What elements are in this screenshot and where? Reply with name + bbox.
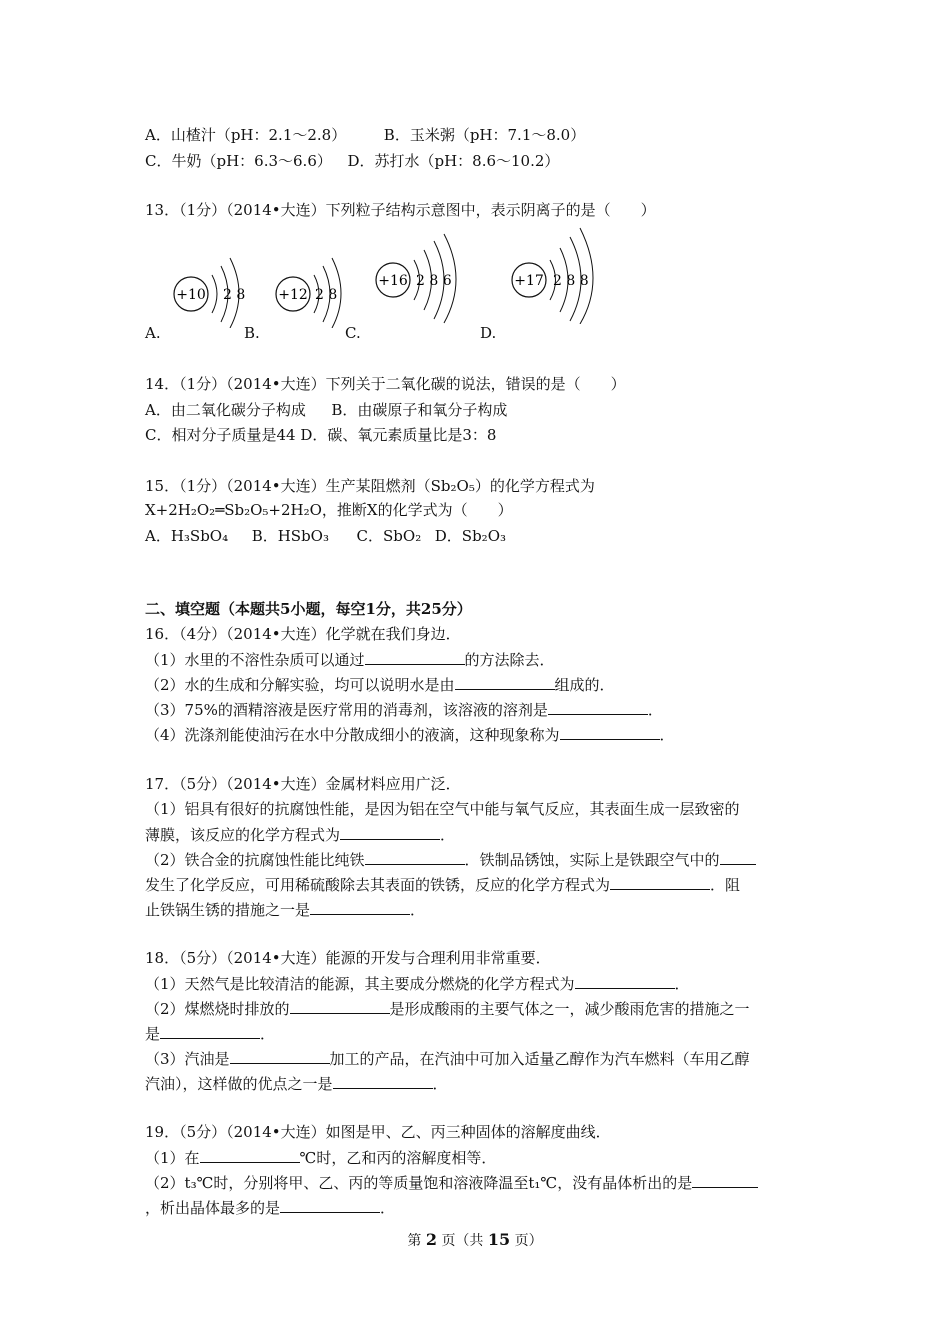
atom-d-nucleus: +17 bbox=[514, 273, 544, 289]
q19-part1-text: （1）在 bbox=[145, 1149, 200, 1167]
q17-part2-line3-tail: ． bbox=[410, 901, 426, 919]
q19-blank-3[interactable] bbox=[280, 1197, 380, 1213]
q17-part2-line2-text: 发生了化学反应，可用稀硫酸除去其表面的铁锈，反应的化学方程式为 bbox=[145, 876, 611, 894]
atom-diagram-b bbox=[272, 248, 352, 328]
q14-stem: 14．（1分）（2014•大连）下列关于二氧化碳的说法，错误的是（ ） bbox=[145, 375, 626, 393]
q19-part1-tail: ℃时，乙和丙的溶解度相等． bbox=[299, 1149, 497, 1167]
q13-stem: 13．（1分）（2014•大连）下列粒子结构示意图中，表示阴离子的是（ ） bbox=[145, 201, 656, 219]
q16-part1-text: （1）水里的不溶性杂质可以通过 bbox=[145, 651, 365, 669]
q17-blank-2[interactable] bbox=[365, 849, 465, 865]
atom-d-shells: 2 8 8 bbox=[553, 273, 589, 289]
q18-part2-line2-text: 是 bbox=[145, 1025, 161, 1043]
q17-part1-tail: ． bbox=[440, 826, 456, 844]
q18-blank-4[interactable] bbox=[230, 1048, 330, 1064]
q12-option-b: B．玉米粥（pH：7.1～8.0） bbox=[383, 126, 586, 144]
q18-blank-1[interactable] bbox=[575, 973, 675, 989]
q14-option-d: D．碳、氧元素质量比是3：8 bbox=[300, 426, 497, 444]
q15-options bbox=[145, 526, 506, 546]
section-2-title: 二、填空题（本题共5小题，每空1分，共25分） bbox=[145, 600, 472, 618]
atom-b-nucleus: +12 bbox=[278, 287, 308, 303]
q18-part1 bbox=[145, 973, 690, 994]
q17-part2-mid: ．铁制品锈蚀，实际上是铁跟空气中的 bbox=[464, 851, 720, 869]
q17-part1-line2 bbox=[145, 824, 455, 845]
q14-option-c: C．相对分子质量是44 bbox=[145, 426, 296, 444]
q16-part2 bbox=[145, 674, 615, 695]
q17-stem: 17．（5分）（2014•大连）金属材料应用广泛． bbox=[145, 775, 461, 793]
q17-part2-line3-text: 止铁锅生锈的措施之一是 bbox=[145, 901, 311, 919]
q15-option-a: A．H₃SbO₄ bbox=[145, 527, 229, 545]
q14-options-row1 bbox=[145, 400, 507, 420]
q14-option-a: A．由二氧化碳分子构成 bbox=[145, 401, 306, 419]
footer-post: 页） bbox=[514, 1233, 543, 1249]
q17-blank-5[interactable] bbox=[310, 899, 410, 915]
q15-option-d: D．Sb₂O₃ bbox=[434, 527, 507, 545]
q17-part2-line1 bbox=[145, 849, 756, 870]
atom-a-shells: 2 8 bbox=[223, 287, 246, 303]
q16-blank-1[interactable] bbox=[365, 649, 465, 665]
q18-stem: 18．（5分）（2014•大连）能源的开发与合理利用非常重要． bbox=[145, 949, 551, 967]
footer-mid: 页（共 bbox=[441, 1233, 484, 1249]
q13-label-c: C. bbox=[345, 324, 361, 342]
q19-part2-line2-tail: ． bbox=[380, 1199, 396, 1217]
q18-part1-tail: ． bbox=[674, 975, 690, 993]
q19-stem: 19．（5分）（2014•大连）如图是甲、乙、丙三种固体的溶解度曲线． bbox=[145, 1123, 611, 1141]
q18-blank-2[interactable] bbox=[290, 998, 390, 1014]
footer-pre: 第 bbox=[407, 1233, 422, 1249]
q19-blank-2[interactable] bbox=[692, 1172, 758, 1188]
q18-part3-mid: 加工的产品，在汽油中可加入适量乙醇作为汽车燃料（车用乙醇 bbox=[329, 1050, 750, 1068]
q18-part2-mid: 是形成酸雨的主要气体之一，减少酸雨危害的措施之一 bbox=[389, 1000, 750, 1018]
q18-blank-3[interactable] bbox=[160, 1023, 260, 1039]
q16-part3 bbox=[145, 699, 663, 720]
q13-label-b: B. bbox=[244, 324, 260, 342]
q17-part2-line2 bbox=[145, 874, 740, 895]
q16-stem: 16．（4分）（2014•大连）化学就在我们身边． bbox=[145, 625, 461, 643]
q12-option-a: A．山楂汁（pH：2.1～2.8） bbox=[145, 126, 347, 144]
q16-part4 bbox=[145, 724, 675, 745]
footer-page-number: 2 bbox=[425, 1230, 437, 1249]
q12-options-row2 bbox=[145, 151, 559, 171]
footer-total-pages: 15 bbox=[487, 1230, 511, 1249]
q18-part3-line2-tail: ． bbox=[432, 1075, 448, 1093]
atom-diagram-c bbox=[372, 232, 472, 324]
q17-blank-3[interactable] bbox=[720, 849, 756, 865]
atom-c-nucleus: +16 bbox=[378, 273, 408, 289]
q16-part4-tail: ． bbox=[659, 726, 675, 744]
q14-options-row2 bbox=[145, 425, 496, 445]
q19-part2-line2 bbox=[145, 1197, 395, 1218]
q15-option-b: B．HSbO₃ bbox=[251, 527, 329, 545]
atom-diagram-a bbox=[170, 248, 250, 328]
q19-blank-1[interactable] bbox=[200, 1147, 300, 1163]
q16-part2-text: （2）水的生成和分解实验，均可以说明水是由 bbox=[145, 676, 455, 694]
q19-part1 bbox=[145, 1147, 496, 1168]
q16-part3-tail: ． bbox=[647, 701, 663, 719]
q17-part2-text: （2）铁合金的抗腐蚀性能比纯铁 bbox=[145, 851, 365, 869]
q18-part3-line2 bbox=[145, 1073, 448, 1094]
q17-part2-line2-tail: ．阻 bbox=[710, 876, 741, 894]
q16-part2-tail: 组成的． bbox=[554, 676, 615, 694]
q16-blank-2[interactable] bbox=[455, 674, 555, 690]
q17-part1-line1: （1）铝具有很好的抗腐蚀性能，是因为铝在空气中能与氧气反应，其表面生成一层致密的 bbox=[145, 800, 740, 818]
q18-part3-line2-text: 汽油），这样做的优点之一是 bbox=[145, 1075, 333, 1093]
q13-label-d: D. bbox=[480, 324, 497, 342]
q18-part2-line2 bbox=[145, 1023, 275, 1044]
q18-part3-text: （3）汽油是 bbox=[145, 1050, 230, 1068]
q16-part3-text: （3）75%的酒精溶液是医疗常用的消毒剂，该溶液的溶剂是 bbox=[145, 701, 548, 719]
page-footer bbox=[0, 1230, 950, 1250]
atom-a-nucleus: +10 bbox=[176, 287, 206, 303]
q15-option-c: C．SbO₂ bbox=[356, 527, 422, 545]
q18-part1-text: （1）天然气是比较清洁的能源，其主要成分燃烧的化学方程式为 bbox=[145, 975, 575, 993]
q19-part2-line2-text: ，析出晶体最多的是 bbox=[145, 1199, 281, 1217]
q17-blank-1[interactable] bbox=[340, 824, 440, 840]
q18-part3-line1 bbox=[145, 1048, 750, 1069]
atom-c-shells: 2 8 6 bbox=[416, 273, 452, 289]
q17-blank-4[interactable] bbox=[610, 874, 710, 890]
q13-label-a: A. bbox=[145, 324, 161, 342]
atom-diagram-d bbox=[508, 226, 608, 324]
q18-part2-line2-tail: ． bbox=[260, 1025, 276, 1043]
q16-blank-4[interactable] bbox=[560, 724, 660, 740]
q19-part2-line1 bbox=[145, 1172, 758, 1193]
q12-option-c: C．牛奶（pH：6.3～6.6） bbox=[145, 152, 332, 170]
q12-options-row1 bbox=[145, 125, 585, 145]
q16-blank-3[interactable] bbox=[548, 699, 648, 715]
q16-part1-tail: 的方法除去． bbox=[464, 651, 555, 669]
q17-part2-line3 bbox=[145, 899, 425, 920]
q15-stem: 15．（1分）（2014•大连）生产某阻燃剂（Sb₂O₅）的化学方程式为 bbox=[145, 477, 595, 495]
q18-part2-line1 bbox=[145, 998, 750, 1019]
q18-blank-5[interactable] bbox=[333, 1073, 433, 1089]
q14-option-b: B．由碳原子和氧分子构成 bbox=[331, 401, 508, 419]
q18-part2-text: （2）煤燃烧时排放的 bbox=[145, 1000, 290, 1018]
q17-part1-text: 薄膜，该反应的化学方程式为 bbox=[145, 826, 341, 844]
q15-equation: X+2H₂O₂═Sb₂O₅+2H₂O，推断X的化学式为（ ） bbox=[145, 501, 513, 519]
q16-part1 bbox=[145, 649, 555, 670]
q12-option-d: D．苏打水（pH：8.6～10.2） bbox=[347, 152, 560, 170]
atom-b-shells: 2 8 bbox=[315, 287, 338, 303]
q16-part4-text: （4）洗涤剂能使油污在水中分散成细小的液滴，这种现象称为 bbox=[145, 726, 560, 744]
q19-part2-text: （2）t₃℃时，分别将甲、乙、丙的等质量饱和溶液降温至t₁℃，没有晶体析出的是 bbox=[145, 1174, 693, 1192]
